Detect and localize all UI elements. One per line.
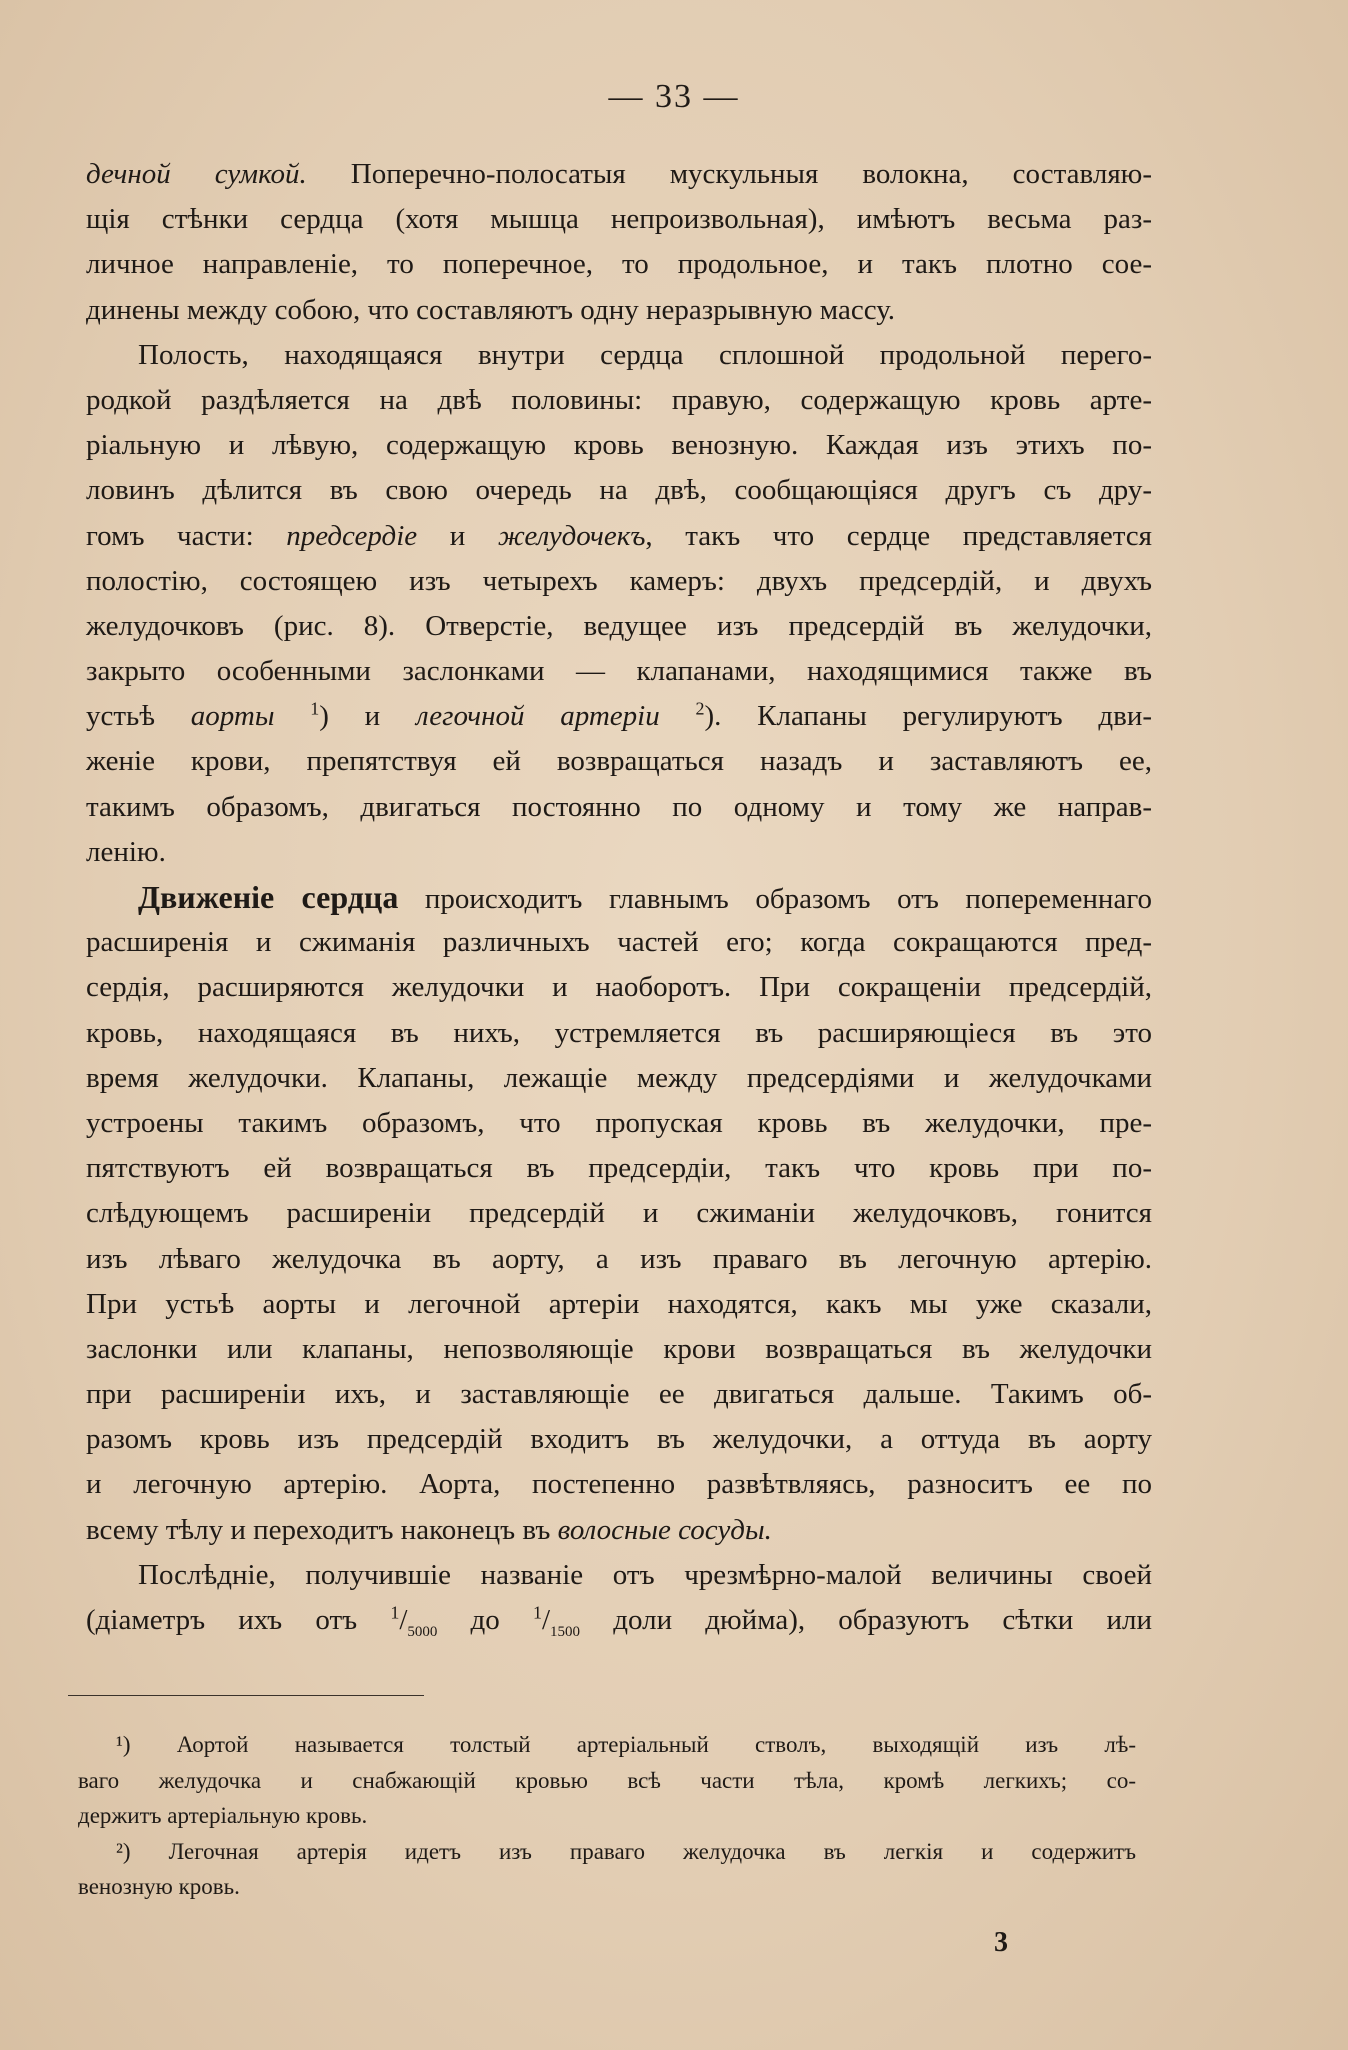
text-line: [86, 739, 1152, 784]
text-span: динены между собою, что составляютъ одну неразрывную массу.: [86, 293, 896, 326]
text-span: легочной артеріи: [415, 700, 660, 733]
text-span: всему тѣлу и переходитъ наконецъ въ: [86, 1513, 558, 1546]
text-line: [86, 378, 1152, 423]
text-span: желудочекъ: [497, 519, 646, 552]
footnote-line: ¹) Аортой называется толстый артеріальный стволъ, выходящій изъ лѣ-: [116, 1732, 1136, 1757]
text-span: ловинъ дѣлится въ свою очередь на двѣ, сообщающіяся другъ съ дру-: [86, 474, 1152, 507]
footnote-ref: 1: [390, 1602, 400, 1623]
text-span: Поперечно-полосатыя мускульныя волокна, составляю-: [306, 158, 1152, 190]
text-span: волосные сосуды.: [557, 1513, 772, 1546]
text-span: гомъ части:: [86, 519, 287, 552]
text-span: [274, 700, 310, 732]
signature-mark: 3: [994, 1927, 1008, 1958]
text-line: [86, 468, 1152, 513]
text-span: такимъ образомъ, двигаться постоянно по одному и тому же направ-: [86, 790, 1152, 823]
text-span: родкой раздѣляется на двѣ половины: правую, содержащую кровь арте-: [86, 383, 1152, 416]
footnote-line: ваго желудочка и снабжающій кровью всѣ части тѣла, кромѣ легкихъ; со-: [78, 1767, 1136, 1793]
text-span: сердія, расширяются желудочки и наоборотъ. При сокращеніи предсердій,: [86, 971, 1152, 1004]
text-line: [86, 197, 1152, 242]
text-line: [86, 965, 1152, 1010]
text-span: /: [399, 1604, 408, 1636]
text-span: кровь, находящаяся въ нихъ, устремляется въ расширяющіеся въ это: [86, 1016, 1152, 1049]
fraction-denominator: 5000: [407, 1623, 438, 1640]
text-span: заслонки или клапаны, непозволяющіе крови возвращаться въ желудочки: [86, 1332, 1152, 1365]
text-span: устьѣ: [86, 700, 191, 733]
text-span: женіе крови, препятствуя ей возвращаться назадъ и заставляютъ ее,: [86, 745, 1152, 778]
footnote-line: держитъ артеріальную кровь.: [78, 1803, 368, 1828]
text-line: [86, 423, 1152, 468]
text-span: и легочную артерію. Аорта, постепенно развѣтвляясь, разноситъ ее по: [86, 1468, 1152, 1501]
text-line: [86, 1237, 1152, 1282]
text-line: [86, 288, 1152, 333]
text-span: , такъ что сердце представляется: [645, 519, 1152, 552]
text-span: (діаметръ ихъ отъ: [86, 1604, 391, 1636]
text-span: Движеніе сердца: [138, 879, 399, 915]
text-line: [86, 1191, 1152, 1236]
text-span: разомъ кровь изъ предсердій входитъ въ желудочки, а оттуда въ аорту: [86, 1423, 1152, 1456]
footnote-rule: [68, 1695, 424, 1696]
text-line: [86, 1462, 1152, 1507]
text-span: полостію, состоящею изъ четырехъ камеръ: двухъ предсердій, и двухъ: [86, 564, 1152, 597]
main-text: [86, 152, 1152, 1643]
text-line: [86, 1282, 1152, 1327]
text-span: расширенія и сжиманія различныхъ частей его; когда сокращаются пред-: [86, 926, 1152, 959]
footnote-line: венозную кровь.: [78, 1874, 240, 1899]
text-span: аорты: [190, 700, 275, 733]
text-line: [86, 1146, 1152, 1191]
text-span: Полость, находящаяся внутри сердца сплошной продольной перего-: [138, 338, 1152, 371]
footnotes: [78, 1727, 1136, 1905]
text-span: щія стѣнки сердца (хотя мышца непроизвольная), имѣютъ весьма раз-: [86, 203, 1152, 236]
text-line: [86, 514, 1152, 559]
text-span: /: [541, 1604, 551, 1636]
text-line: [86, 920, 1152, 965]
text-line: [86, 830, 1152, 875]
text-span: ріальную и лѣвую, содержащую кровь венозную. Каждая изъ этихъ по-: [86, 429, 1152, 462]
text-line: [86, 694, 1152, 739]
text-line: [86, 559, 1152, 604]
text-span: доли дюйма), образуютъ сѣтки или: [580, 1604, 1152, 1636]
text-span: происходитъ главнымъ образомъ отъ попеременнаго: [398, 883, 1152, 915]
text-span: [660, 700, 696, 732]
text-span: При устьѣ аорты и легочной артеріи находятся, какъ мы уже сказали,: [86, 1287, 1152, 1320]
text-line: [86, 1553, 1152, 1598]
text-line: [86, 604, 1152, 649]
text-span: изъ лѣваго желудочка въ аорту, а изъ праваго въ легочную артерію.: [86, 1242, 1152, 1275]
text-span: при расширеніи ихъ, и заставляющіе ее двигаться дальше. Такимъ об-: [86, 1378, 1152, 1411]
text-line: [86, 1011, 1152, 1056]
footnote-ref: 2: [695, 698, 705, 719]
text-line: [86, 785, 1152, 830]
footnote-line: ²) Легочная артерія идетъ изъ праваго желудочка въ легкія и содержитъ: [116, 1838, 1136, 1864]
text-span: до: [437, 1604, 533, 1636]
text-line: [86, 1417, 1152, 1462]
footnote-ref: 1: [310, 698, 320, 719]
text-span: ) и: [319, 700, 416, 733]
text-span: время желудочки. Клапаны, лежащіе между предсердіями и желудочками: [86, 1061, 1152, 1094]
text-line: [86, 649, 1152, 694]
text-span: закрыто особенными заслонками — клапанами, находящимися также въ: [86, 655, 1152, 688]
text-span: дечной сумкой.: [86, 158, 307, 190]
text-line: [86, 1327, 1152, 1372]
fraction-denominator: 1500: [550, 1623, 581, 1640]
text-span: Послѣдніе, получившіе названіе отъ чрезмѣрно-малой величины своей: [138, 1558, 1152, 1591]
page-number: — 33 —: [608, 78, 740, 115]
text-span: пятствуютъ ей возвращаться въ предсердіи, такъ что кровь при по-: [86, 1152, 1152, 1185]
text-line: [86, 1598, 1152, 1643]
footnote-ref: 1: [532, 1602, 542, 1623]
text-line: [86, 152, 1152, 197]
text-span: устроены такимъ образомъ, что пропуская кровь въ желудочки, пре-: [86, 1106, 1152, 1139]
text-span: личное направленіе, то поперечное, то продольное, и такъ плотно сое-: [86, 248, 1152, 281]
text-span: слѣдующемъ расширеніи предсердій и сжиманіи желудочковъ, гонится: [86, 1197, 1152, 1230]
text-span: ленію.: [86, 835, 166, 868]
text-line: [86, 1508, 1152, 1553]
text-line: [86, 242, 1152, 287]
text-span: ). Клапаны регулируютъ дви-: [704, 700, 1153, 733]
text-line: [86, 333, 1152, 378]
text-span: и: [417, 519, 498, 552]
text-line: [86, 1372, 1152, 1417]
text-line: [86, 1101, 1152, 1146]
text-span: предсердіе: [286, 519, 418, 552]
text-line: [86, 875, 1152, 920]
text-span: желудочковъ (рис. 8). Отверстіе, ведущее изъ предсердій въ желудочки,: [86, 609, 1152, 642]
text-line: [86, 1056, 1152, 1101]
